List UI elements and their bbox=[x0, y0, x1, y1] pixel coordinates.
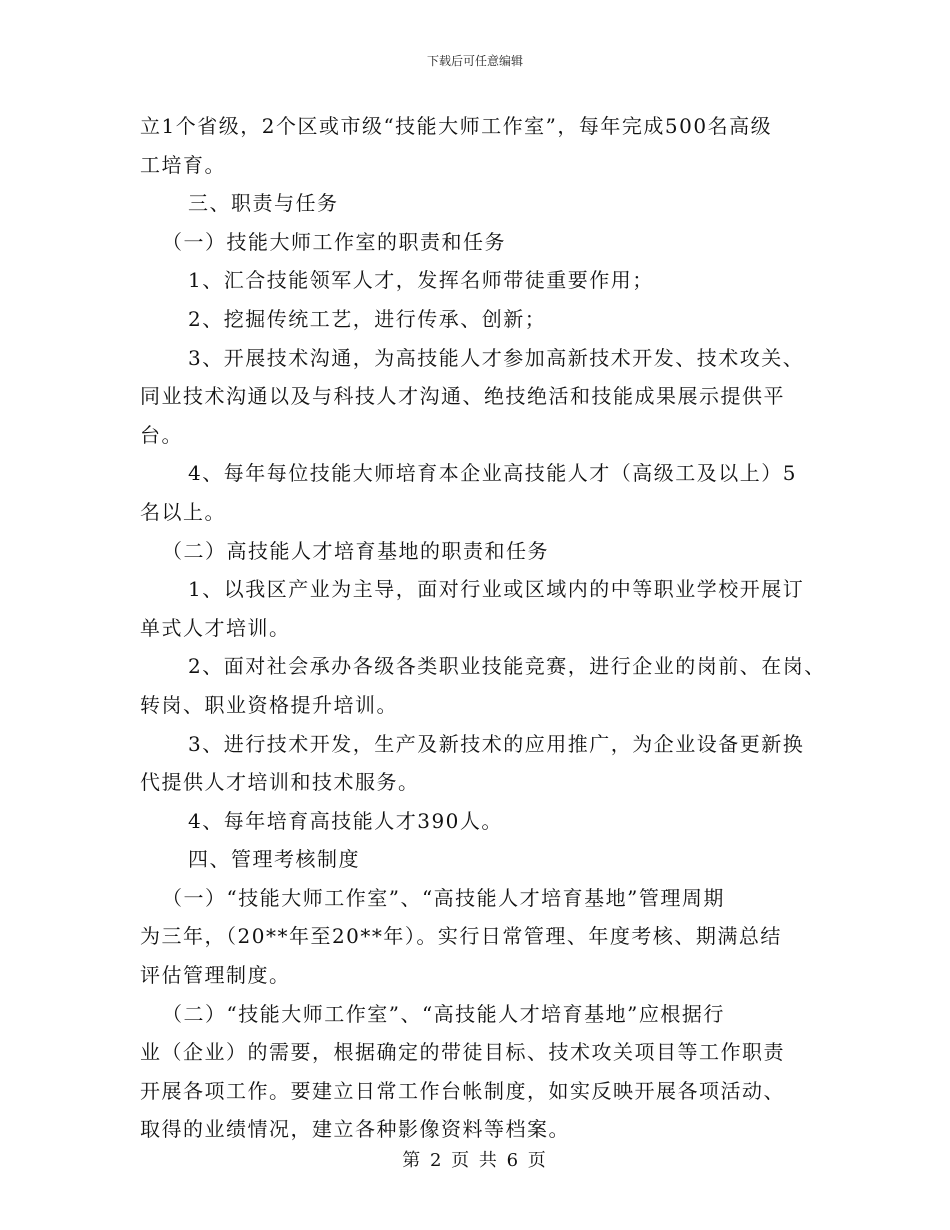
text-line: 2、挖掘传统工艺，进行传承、创新； bbox=[188, 306, 547, 331]
text-line: 开展各项工作。要建立日常工作台帐制度，如实反映开展各项活动、 bbox=[140, 1078, 785, 1103]
text-line: 取得的业绩情况，建立各种影像资料等档案。 bbox=[140, 1117, 570, 1142]
text-line: （一）“技能大师工作室”、“高技能人才培育基地”管理周期 bbox=[162, 885, 725, 910]
text-line: 1、以我区产业为主导，面对行业或区域内的中等职业学校开展订 bbox=[188, 577, 805, 602]
text-line: 业（企业）的需要，根据确定的带徒目标、技术攻关项目等工作职责 bbox=[140, 1040, 785, 1065]
text-line: 2、面对社会承办各级各类职业技能竞赛，进行企业的岗前、在岗、 bbox=[188, 654, 826, 679]
text-line: 3、进行技术开发，生产及新技术的应用推广，为企业设备更新换 bbox=[188, 731, 805, 756]
text-line: （一）技能大师工作室的职责和任务 bbox=[162, 229, 506, 254]
text-line: 单式人才培训。 bbox=[140, 615, 291, 640]
text-line: 三、职责与任务 bbox=[188, 191, 339, 216]
page-footer: 第 2 页 共 6 页 bbox=[402, 1150, 548, 1171]
text-line: 四、管理考核制度 bbox=[188, 847, 360, 872]
text-line: 为三年，（20**年至20**年）。实行日常管理、年度考核、期满总结 bbox=[140, 924, 782, 949]
text-line: 立1个省级，2个区或市级“技能大师工作室”，每年完成500名高级 bbox=[140, 114, 773, 138]
text-line: 4、每年每位技能大师培育本企业高技能人才（高级工及以上）5 bbox=[188, 461, 797, 486]
page-header: 下载后可任意编辑 bbox=[426, 54, 523, 68]
text-line: 3、开展技术沟通，为高技能人才参加高新技术开发、技术攻关、 bbox=[188, 345, 805, 370]
text-line: 评估管理制度。 bbox=[140, 963, 291, 988]
text-line: 名以上。 bbox=[140, 499, 226, 524]
text-line: （二）高技能人才培育基地的职责和任务 bbox=[162, 538, 549, 563]
text-line: （二）“技能大师工作室”、“高技能人才培育基地”应根据行 bbox=[162, 1001, 725, 1026]
text-line: 1、汇合技能领军人才，发挥名师带徒重要作用； bbox=[188, 268, 654, 293]
text-line: 转岗、职业资格提升培训。 bbox=[140, 692, 398, 717]
document-body bbox=[140, 107, 830, 1149]
text-line: 代提供人才培训和技术服务。 bbox=[140, 770, 420, 795]
text-line: 工培育。 bbox=[140, 152, 226, 177]
text-line: 同业技术沟通以及与科技人才沟通、绝技绝活和技能成果展示提供平 bbox=[140, 384, 785, 409]
text-line: 4、每年培育高技能人才390人。 bbox=[188, 808, 503, 833]
text-line: 台。 bbox=[140, 422, 183, 447]
